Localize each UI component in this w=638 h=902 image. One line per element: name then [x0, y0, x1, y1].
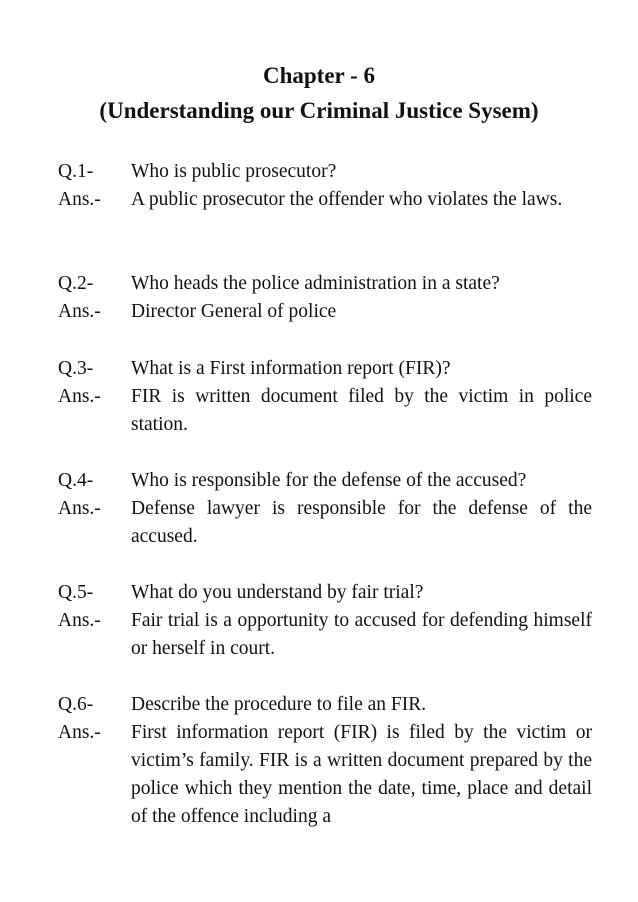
qa-item	[58, 467, 592, 551]
answer-text: A public prosecutor the offender who violates the laws.	[131, 189, 563, 210]
question-text: What is a First information report (FIR)?	[131, 358, 451, 379]
answer-label: Ans.-	[58, 498, 101, 519]
qa-item	[58, 270, 592, 326]
answer-text: FIR is written document filed by the victim in police station.	[131, 386, 592, 435]
question-label: Q.4-	[58, 470, 94, 491]
qa-item	[58, 355, 592, 439]
answer-label: Ans.-	[58, 610, 101, 631]
question-label: Q.2-	[58, 273, 94, 294]
answer-label: Ans.-	[58, 722, 101, 743]
question-row	[58, 691, 592, 719]
question-text: Who heads the police administration in a state?	[131, 273, 500, 294]
answer-row	[58, 186, 592, 214]
chapter-title: Chapter - 6	[262, 63, 375, 88]
question-text: Describe the procedure to file an FIR.	[131, 694, 427, 715]
question-row	[58, 467, 592, 495]
question-row	[58, 579, 592, 607]
answer-text: Director General of police	[131, 301, 337, 322]
qa-item	[58, 579, 592, 663]
answer-text: Defense lawyer is responsible for the defense of the accused.	[131, 498, 592, 547]
question-text: Who is responsible for the defense of the accused?	[131, 470, 527, 491]
answer-label: Ans.-	[58, 301, 101, 322]
question-label: Q.6-	[58, 694, 94, 715]
question-label: Q.5-	[58, 582, 94, 603]
answer-text: First information report (FIR) is filed by the victim or victim’s family. FIR is a written document prepared by the police which they mention the date, time, place and detail of the offence including a	[131, 722, 592, 827]
answer-row	[58, 495, 592, 551]
question-text: Who is public prosecutor?	[131, 161, 337, 182]
answer-row	[58, 719, 592, 831]
answer-label: Ans.-	[58, 386, 101, 407]
qa-item	[58, 691, 592, 831]
answer-row	[58, 607, 592, 663]
answer-text: Fair trial is a opportunity to accused for defending himself or herself in court.	[131, 610, 592, 659]
chapter-subtitle: (Understanding our Criminal Justice Sysem)	[99, 98, 539, 123]
question-row	[58, 355, 592, 383]
answer-row	[58, 298, 592, 326]
question-label: Q.1-	[58, 161, 94, 182]
question-text: What do you understand by fair trial?	[131, 582, 424, 603]
qa-item	[58, 158, 592, 214]
answer-label: Ans.-	[58, 189, 101, 210]
question-row	[58, 158, 592, 186]
question-row	[58, 270, 592, 298]
question-label: Q.3-	[58, 358, 94, 379]
answer-row	[58, 383, 592, 439]
